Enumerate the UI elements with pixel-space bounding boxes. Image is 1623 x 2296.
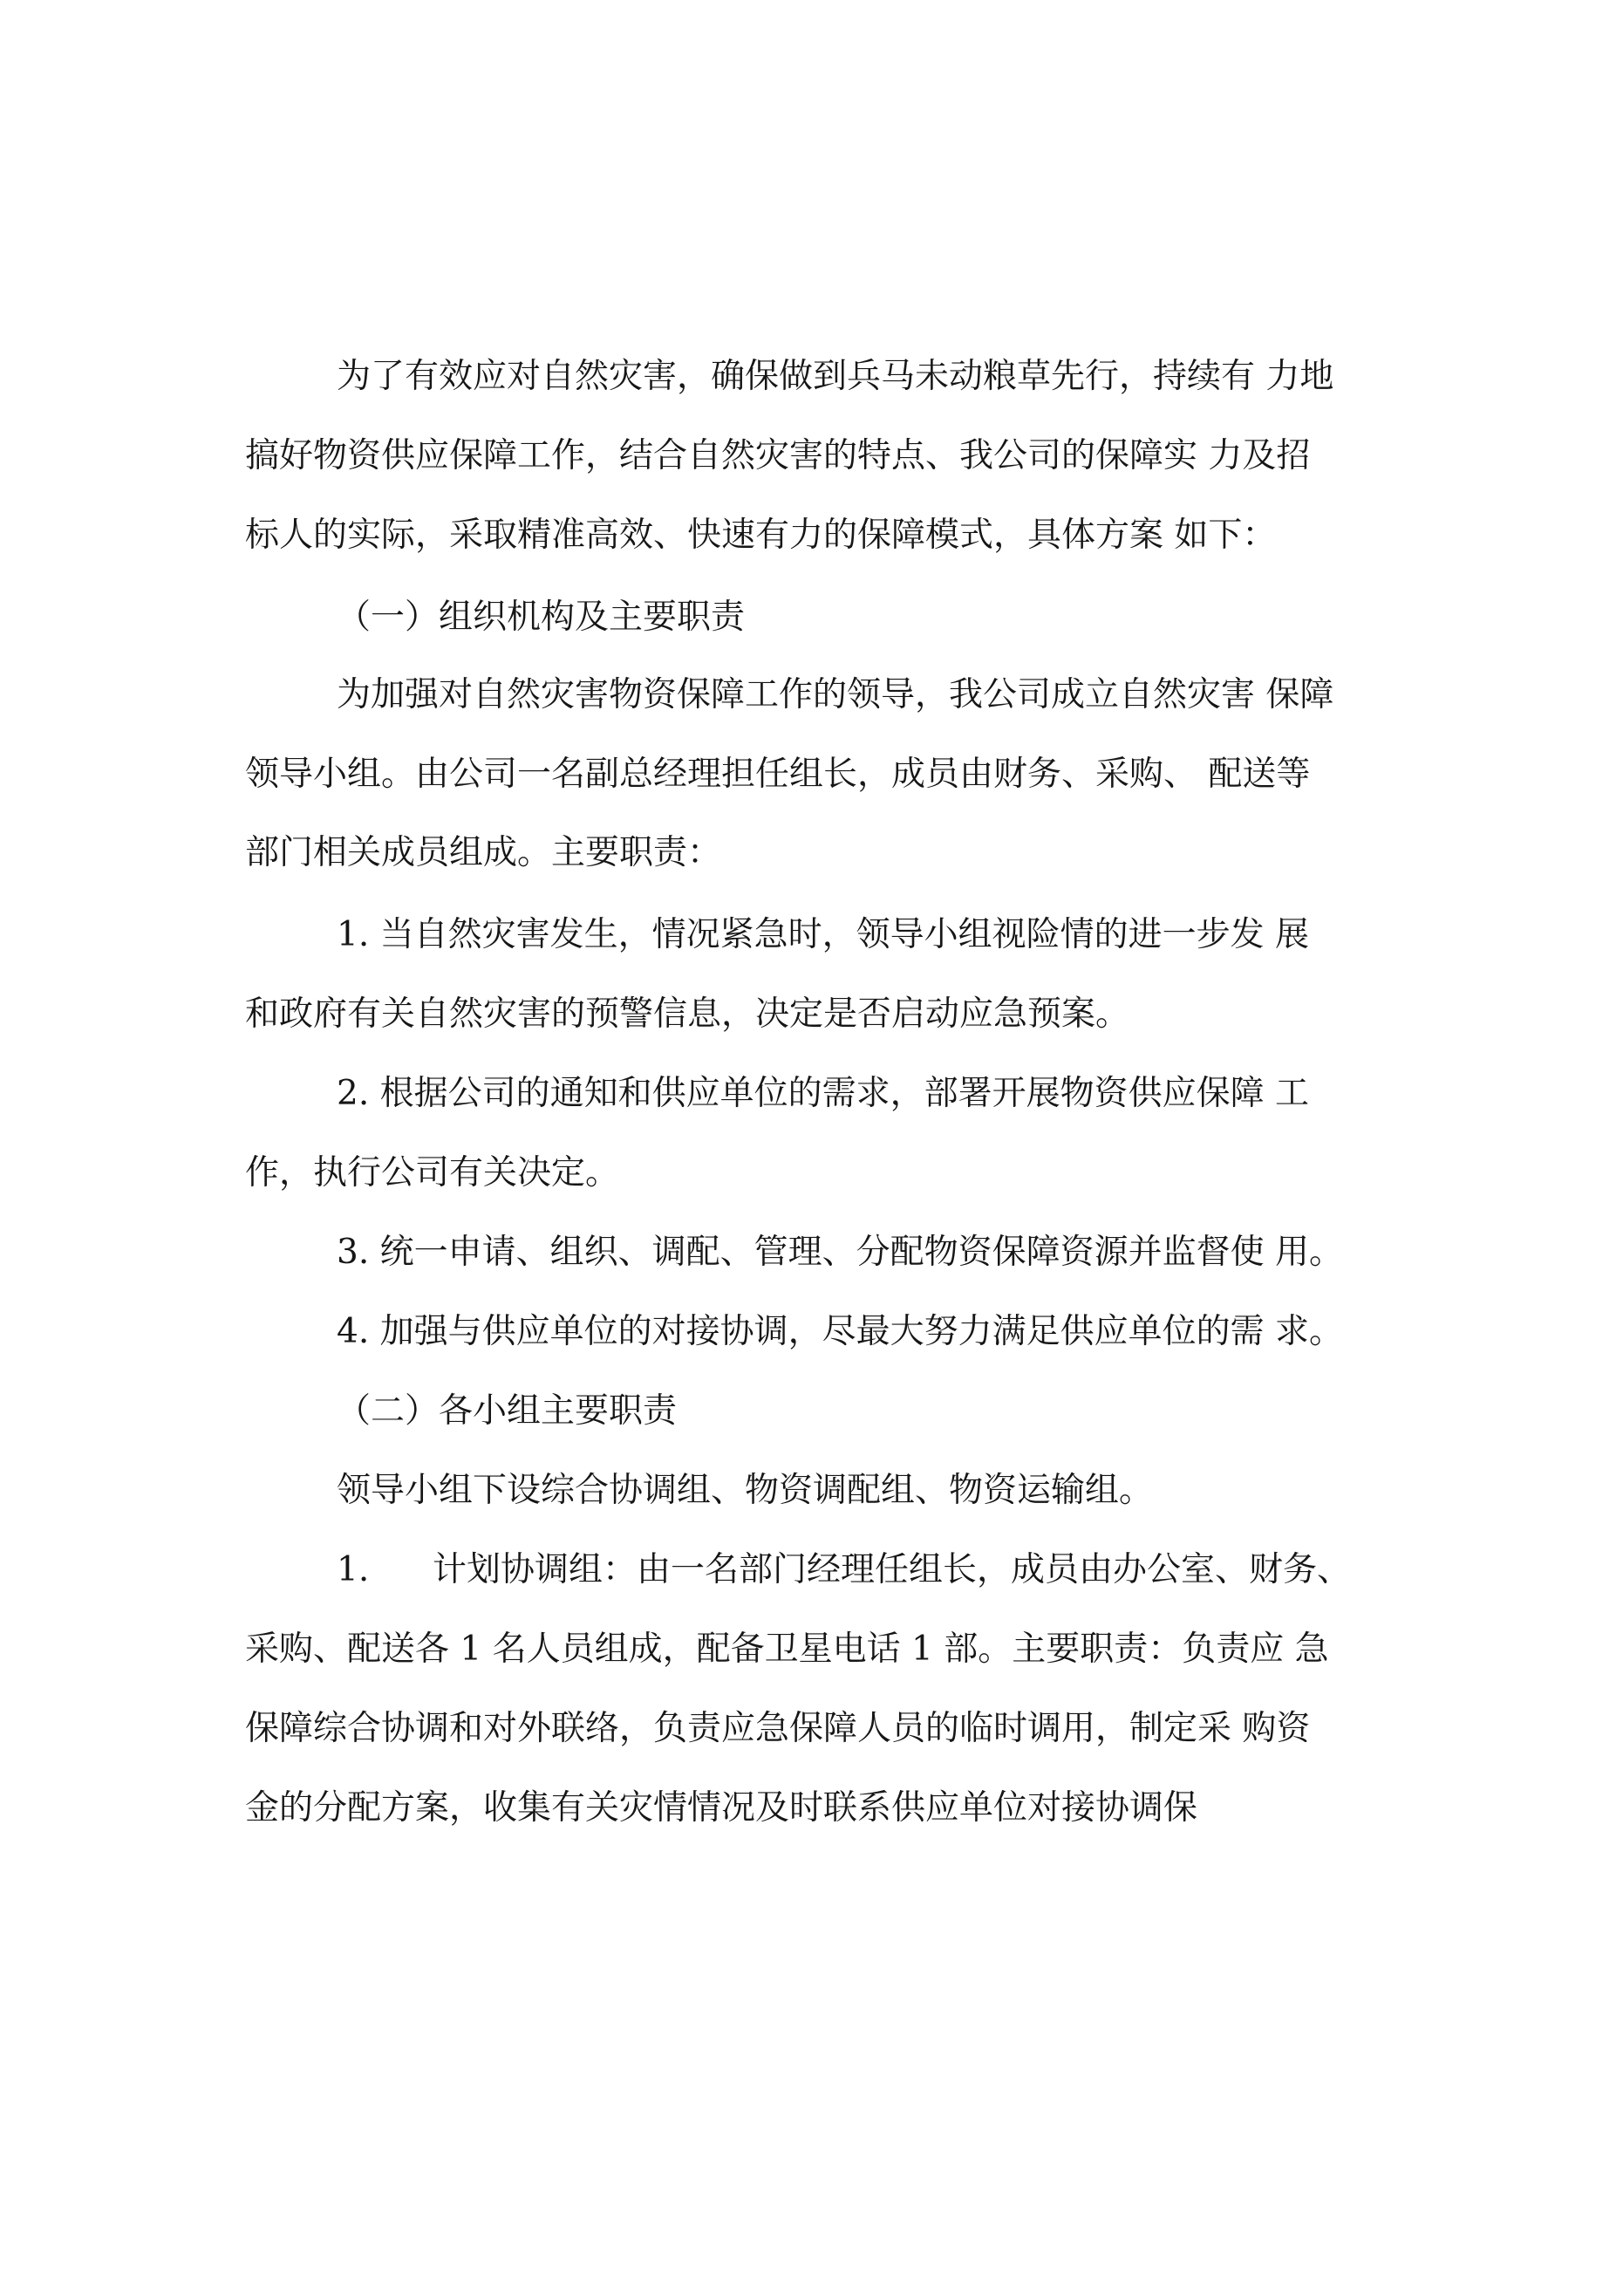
paragraph-line: 搞好物资供应保障工作，结合自然灾害的特点、我公司的保障实 力及招 (245, 436, 1311, 475)
section-heading: （二）各小组主要职责 (337, 1391, 678, 1431)
list-item-line: 2. 根据公司的通知和供应单位的需求，部署开展物资供应保障 工 (337, 1074, 1310, 1113)
list-item-line: 3. 统一申请、组织、调配、管理、分配物资保障资源并监督使 用。 (337, 1233, 1344, 1272)
paragraph-line: 保障综合协调和对外联络，负责应急保障人员的临时调用，制定采 购资 (245, 1709, 1311, 1748)
list-item-line: 4. 加强与供应单位的对接协调，尽最大努力满足供应单位的需 求。 (337, 1312, 1344, 1351)
list-item-number: 1. (337, 1550, 370, 1589)
paragraph-line: 领导小组下设综合协调组、物资调配组、物资运输组。 (337, 1471, 1154, 1510)
paragraph-line: 和政府有关自然灾害的预警信息，决定是否启动应急预案。 (245, 994, 1130, 1034)
list-item-line: 1. 当自然灾害发生，情况紧急时，领导小组视险情的进一步发 展 (337, 915, 1310, 954)
paragraph-line: 为了有效应对自然灾害，确保做到兵马未动粮草先行，持续有 力地 (337, 357, 1334, 396)
paragraph-line: 金的分配方案，收集有关灾情情况及时联系供应单位对接协调保 (245, 1788, 1198, 1828)
section-heading: （一）组织机构及主要职责 (337, 598, 746, 637)
list-item-text: 计划协调组：由一名部门经理任组长，成员由办公室、财务、 (433, 1550, 1352, 1589)
list-item-line (337, 1548, 1351, 1592)
paragraph-line: 采购、配送各 1 名人员组成，配备卫星电话 1 部。主要职责：负责应 急 (245, 1630, 1329, 1669)
paragraph-line: 作，执行公司有关决定。 (245, 1153, 620, 1192)
paragraph-line: 领导小组。由公司一名副总经理担任组长，成员由财务、采购、 配送等 (245, 755, 1311, 794)
paragraph-line: 为加强对自然灾害物资保障工作的领导，我公司成立自然灾害 保障 (337, 675, 1334, 714)
paragraph-line: 标人的实际，采取精准高效、快速有力的保障模式，具体方案 如下： (245, 516, 1277, 555)
paragraph-line: 部门相关成员组成。主要职责： (245, 833, 722, 872)
